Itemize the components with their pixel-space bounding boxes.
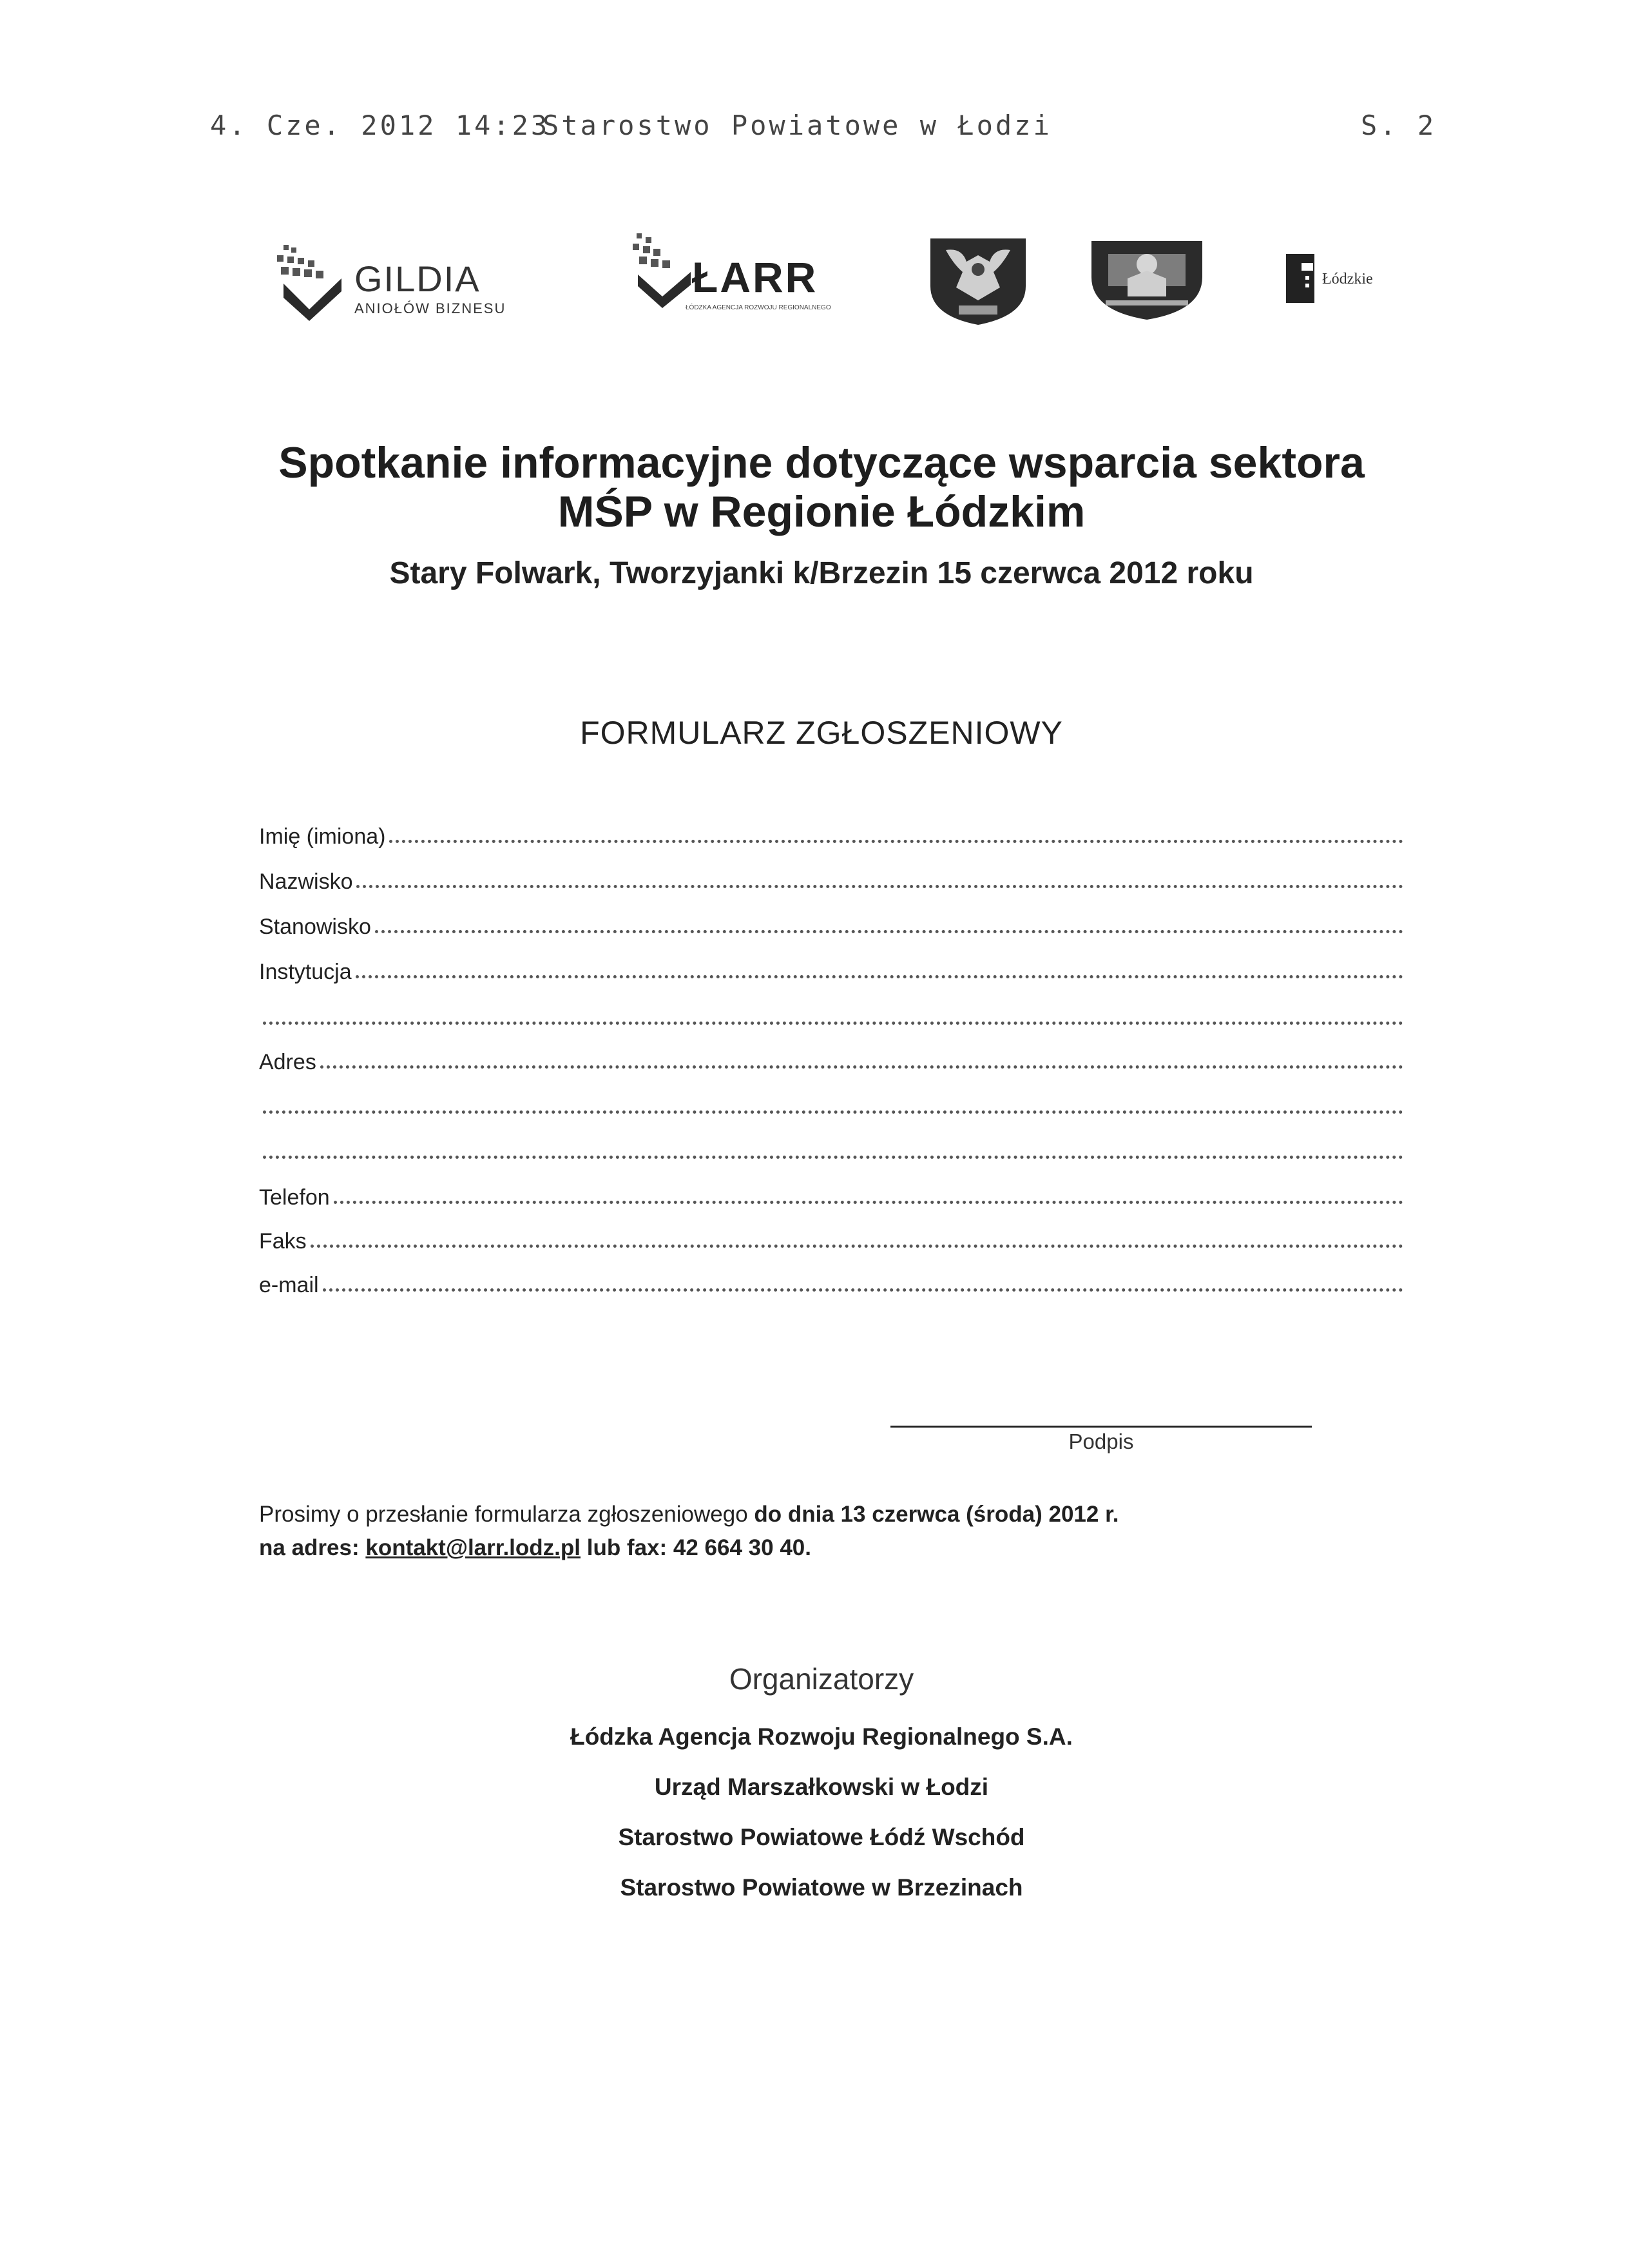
field-label: Faks xyxy=(259,1229,307,1254)
field-label: Adres xyxy=(259,1050,316,1074)
title-line-1: Spotkanie informacyjne dotyczące wsparcia sektora xyxy=(278,438,1365,487)
signature-line[interactable] xyxy=(890,1426,1312,1428)
fill-line xyxy=(263,1156,1403,1159)
fax-header xyxy=(0,110,1643,148)
field-position[interactable] xyxy=(259,904,1403,940)
event-subtitle: Stary Folwark, Tworzyjanki k/Brzezin 15 czerwca 2012 roku xyxy=(389,556,1254,590)
submission-note-line-2 xyxy=(259,1535,1419,1561)
organizer-item: Łódzka Agencja Rozwoju Regionalnego S.A. xyxy=(570,1723,1073,1750)
fax-page-number: S. 2 xyxy=(1361,110,1437,141)
fill-line xyxy=(334,1201,1403,1204)
fill-line xyxy=(356,885,1403,888)
larr-name: ŁARR xyxy=(692,253,818,301)
organizers-title: Organizatorzy xyxy=(729,1662,914,1696)
field-label: Telefon xyxy=(259,1185,330,1210)
note-fax: lub fax: 42 664 30 40. xyxy=(581,1535,811,1560)
field-address-line-2[interactable] xyxy=(259,1084,1403,1120)
field-surname[interactable] xyxy=(259,858,1403,895)
fill-line xyxy=(320,1065,1403,1069)
fill-line xyxy=(356,975,1403,978)
fill-line xyxy=(323,1288,1403,1292)
organizer-item: Starostwo Powiatowe w Brzezinach xyxy=(620,1874,1023,1901)
title-line-2: MŚP w Regionie Łódzkim xyxy=(557,487,1086,536)
field-fax[interactable] xyxy=(259,1218,1403,1254)
gildia-emblem-icon xyxy=(258,238,361,322)
note-text: Prosimy o przesłanie formularza zgłoszeniowego xyxy=(259,1502,754,1527)
field-address[interactable] xyxy=(259,1039,1403,1075)
lodzkie-name: Łódzkie xyxy=(1322,271,1373,287)
organizer-item: Urząd Marszałkowski w Łodzi xyxy=(654,1774,989,1800)
larr-tagline: ŁÓDZKA AGENCJA ROZWOJU REGIONALNEGO xyxy=(686,304,831,311)
coat-of-arms-county xyxy=(1089,238,1205,322)
fill-line xyxy=(389,840,1403,843)
field-label: Stanowisko xyxy=(259,915,371,939)
coat-of-arms-lodzkie-region xyxy=(927,236,1030,326)
logos-row xyxy=(0,226,1643,329)
field-institution-continued[interactable] xyxy=(259,995,1403,1031)
eagle-crest-icon xyxy=(927,236,1030,326)
gildia-logo xyxy=(258,238,554,322)
note-address-prefix: na adres: xyxy=(259,1535,366,1560)
field-label: Instytucja xyxy=(259,960,352,984)
field-label: Nazwisko xyxy=(259,869,353,894)
county-crest-icon xyxy=(1089,238,1205,322)
field-first-name[interactable] xyxy=(259,813,1403,849)
field-label: Imię (imiona) xyxy=(259,824,386,849)
field-address-line-3[interactable] xyxy=(259,1129,1403,1165)
field-phone[interactable] xyxy=(259,1174,1403,1210)
form-title: FORMULARZ ZGŁOSZENIOWY xyxy=(580,715,1063,751)
gildia-tagline: ANIOŁÓW BIZNESU xyxy=(354,300,506,316)
submission-note-line-1 xyxy=(259,1502,1419,1527)
note-deadline: do dnia 13 czerwca (środa) 2012 r. xyxy=(754,1502,1119,1527)
fax-timestamp: 4. Cze. 2012 14:23 xyxy=(210,110,550,141)
lodzkie-mark-icon xyxy=(1286,251,1318,304)
larr-emblem-icon xyxy=(624,229,695,313)
field-institution[interactable] xyxy=(259,949,1403,985)
organizer-item: Starostwo Powiatowe Łódź Wschód xyxy=(618,1824,1025,1850)
fill-line xyxy=(375,930,1403,933)
page-title xyxy=(0,438,1643,536)
fax-sender: Starostwo Powiatowe w Łodzi xyxy=(543,110,1052,141)
fill-line xyxy=(263,1110,1403,1114)
contact-email-link[interactable]: kontakt@larr.lodz.pl xyxy=(365,1535,581,1560)
gildia-name: GILDIA xyxy=(354,258,481,299)
fill-line xyxy=(263,1022,1403,1025)
field-label: e-mail xyxy=(259,1273,319,1297)
fill-line xyxy=(311,1245,1403,1248)
signature-label: Podpis xyxy=(1068,1430,1134,1453)
field-email[interactable] xyxy=(259,1262,1403,1298)
larr-logo xyxy=(624,229,869,326)
lodzkie-logo xyxy=(1286,251,1402,309)
